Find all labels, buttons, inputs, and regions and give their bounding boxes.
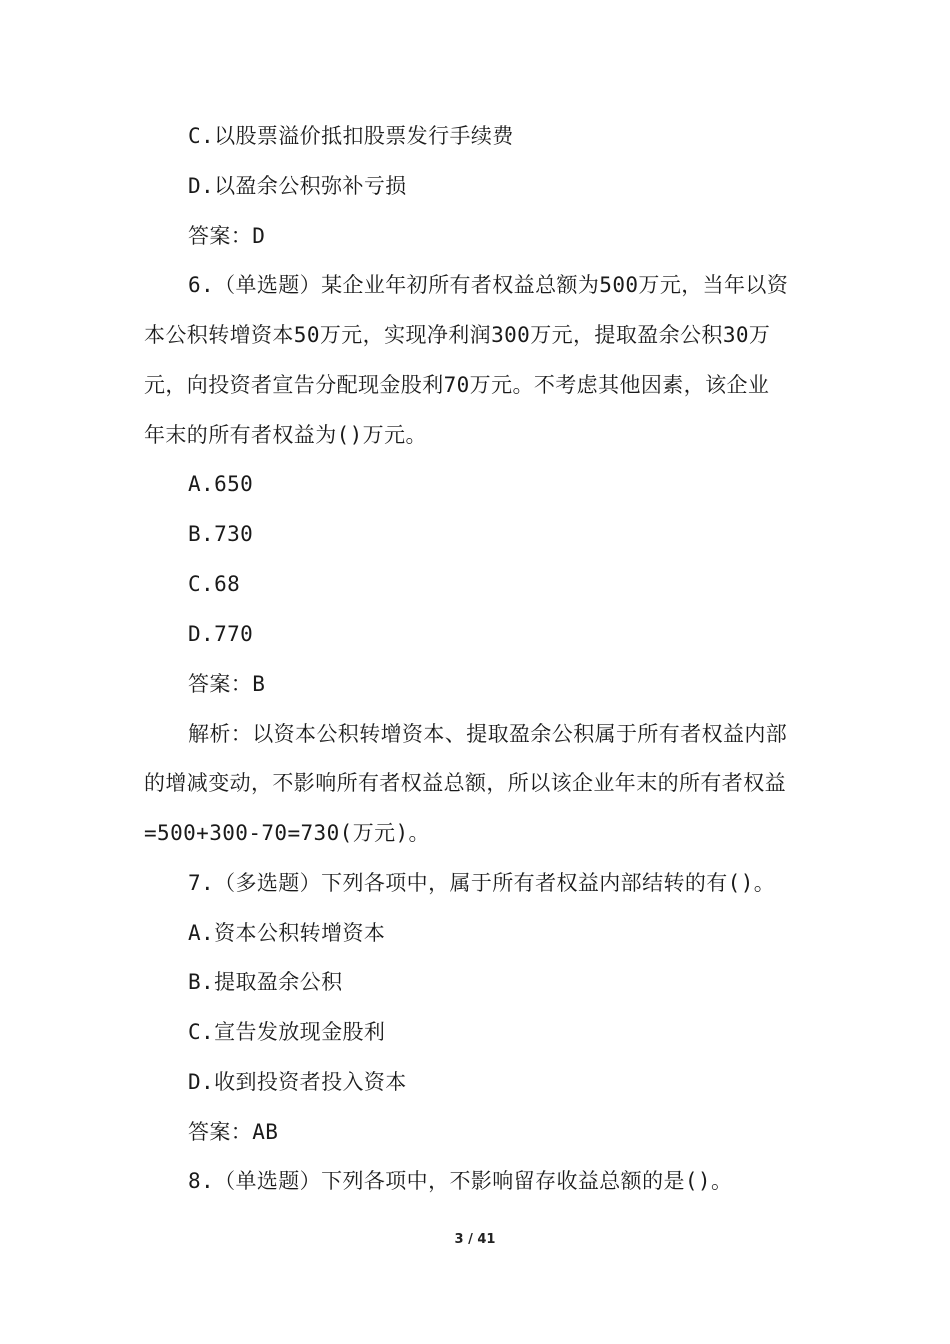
question-7: 7.（多选题）下列各项中，属于所有者权益内部结转的有()。 [188, 871, 776, 895]
question-6-line-3: 元，向投资者宣告分配现金股利70万元。不考虑其他因素，该企业 [144, 373, 770, 397]
explanation-q6-line-1: 解析：以资本公积转增资本、提取盈余公积属于所有者权益内部 [188, 722, 788, 746]
option-c-q6: C.68 [188, 572, 241, 596]
explanation-q6-line-2: 的增减变动，不影响所有者权益总额，所以该企业年末的所有者权益 [144, 771, 786, 795]
option-b-q6: B.730 [188, 522, 254, 546]
question-6-line-4: 年末的所有者权益为()万元。 [144, 423, 427, 447]
option-a-q7: A.资本公积转增资本 [188, 921, 386, 945]
option-d-q6: D.770 [188, 622, 254, 646]
answer-q6: 答案：B [188, 672, 266, 696]
option-c-q7: C.宣告发放现金股利 [188, 1020, 386, 1044]
explanation-q6-line-3: =500+300-70=730(万元)。 [144, 821, 430, 845]
page-indicator: 3 / 41 [454, 1232, 496, 1247]
option-d-q7: D.收到投资者投入资本 [188, 1070, 407, 1094]
question-6-line-2: 本公积转增资本50万元，实现净利润300万元，提取盈余公积30万 [144, 323, 771, 347]
question-6-line-1: 6.（单选题）某企业年初所有者权益总额为500万元，当年以资 [188, 273, 789, 297]
answer-q5: 答案：D [188, 224, 266, 248]
option-d-q5: D.以盈余公积弥补亏损 [188, 174, 407, 198]
option-a-q6: A.650 [188, 472, 254, 496]
option-c-q5: C.以股票溢价抵扣股票发行手续费 [188, 124, 514, 148]
option-b-q7: B.提取盈余公积 [188, 970, 343, 994]
answer-q7: 答案：AB [188, 1120, 279, 1144]
question-8: 8.（单选题）下列各项中，不影响留存收益总额的是()。 [188, 1169, 733, 1193]
